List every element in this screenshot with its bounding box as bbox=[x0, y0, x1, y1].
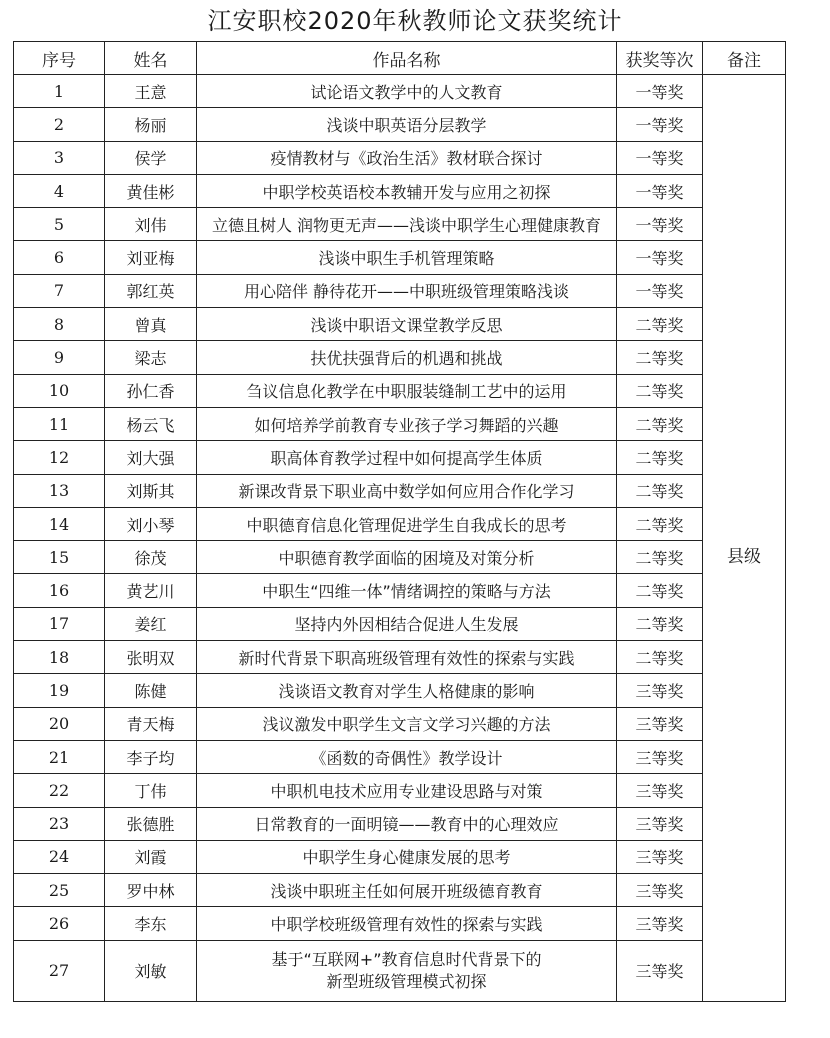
author-name: 张德胜 bbox=[105, 807, 197, 840]
row-number: 19 bbox=[14, 674, 105, 707]
table-row bbox=[14, 374, 786, 407]
table-row bbox=[14, 641, 786, 674]
table-row bbox=[14, 541, 786, 574]
author-name: 黄艺川 bbox=[105, 574, 197, 607]
row-number: 4 bbox=[14, 174, 105, 207]
note-cell-empty bbox=[703, 75, 786, 108]
author-name: 孙仁香 bbox=[105, 374, 197, 407]
row-number: 11 bbox=[14, 407, 105, 440]
award-level: 三等奖 bbox=[617, 674, 703, 707]
table-body bbox=[14, 75, 786, 1002]
work-title: 坚持内外因相结合促进人生发展 bbox=[197, 607, 617, 640]
award-level: 三等奖 bbox=[617, 940, 703, 1001]
row-number: 9 bbox=[14, 341, 105, 374]
work-title-line: 新型班级管理模式初探 bbox=[326, 971, 487, 991]
row-number: 15 bbox=[14, 541, 105, 574]
author-name: 刘霞 bbox=[105, 840, 197, 873]
award-level: 二等奖 bbox=[617, 607, 703, 640]
award-level: 三等奖 bbox=[617, 707, 703, 740]
work-title: 浅谈语文教育对学生人格健康的影响 bbox=[197, 674, 617, 707]
work-title: 浅谈中职班主任如何展开班级德育教育 bbox=[197, 874, 617, 907]
work-title: 浅议激发中职学生文言文学习兴趣的方法 bbox=[197, 707, 617, 740]
header-note: 备注 bbox=[703, 42, 786, 75]
author-name: 丁伟 bbox=[105, 774, 197, 807]
row-number: 27 bbox=[14, 940, 105, 1001]
work-title: 刍议信息化教学在中职服装缝制工艺中的运用 bbox=[197, 374, 617, 407]
author-name: 青天梅 bbox=[105, 707, 197, 740]
row-number: 18 bbox=[14, 641, 105, 674]
author-name: 姜红 bbox=[105, 607, 197, 640]
author-name: 侯学 bbox=[105, 141, 197, 174]
table-row bbox=[14, 474, 786, 507]
table-row bbox=[14, 341, 786, 374]
author-name: 刘亚梅 bbox=[105, 241, 197, 274]
row-number: 8 bbox=[14, 308, 105, 341]
header-name: 姓名 bbox=[105, 42, 197, 75]
table-row bbox=[14, 507, 786, 540]
table-row bbox=[14, 774, 786, 807]
table-row bbox=[14, 607, 786, 640]
work-title-line: 基于“互联网+”教育信息时代背景下的 bbox=[271, 949, 542, 969]
award-level: 二等奖 bbox=[617, 441, 703, 474]
award-level: 二等奖 bbox=[617, 474, 703, 507]
work-title: 浅谈中职英语分层教学 bbox=[197, 108, 617, 141]
row-number: 1 bbox=[14, 75, 105, 108]
award-level: 二等奖 bbox=[617, 407, 703, 440]
table-row bbox=[14, 740, 786, 773]
work-title: 职高体育教学过程中如何提高学生体质 bbox=[197, 441, 617, 474]
table-row bbox=[14, 907, 786, 940]
work-title: 中职德育信息化管理促进学生自我成长的思考 bbox=[197, 507, 617, 540]
note-cell: 县级 bbox=[703, 108, 786, 1001]
table-row bbox=[14, 674, 786, 707]
work-title: 中职德育教学面临的困境及对策分析 bbox=[197, 541, 617, 574]
table-row bbox=[14, 441, 786, 474]
author-name: 陈健 bbox=[105, 674, 197, 707]
author-name: 曾真 bbox=[105, 308, 197, 341]
work-title: 浅谈中职语文课堂教学反思 bbox=[197, 308, 617, 341]
award-level: 三等奖 bbox=[617, 840, 703, 873]
award-level: 一等奖 bbox=[617, 108, 703, 141]
award-level: 一等奖 bbox=[617, 174, 703, 207]
row-number: 25 bbox=[14, 874, 105, 907]
work-title: 中职机电技术应用专业建设思路与对策 bbox=[197, 774, 617, 807]
table-row bbox=[14, 274, 786, 307]
author-name: 黄佳彬 bbox=[105, 174, 197, 207]
award-level: 三等奖 bbox=[617, 907, 703, 940]
table-row bbox=[14, 308, 786, 341]
work-title: 日常教育的一面明镜——教育中的心理效应 bbox=[197, 807, 617, 840]
author-name: 张明双 bbox=[105, 641, 197, 674]
row-number: 20 bbox=[14, 707, 105, 740]
author-name: 郭红英 bbox=[105, 274, 197, 307]
award-level: 一等奖 bbox=[617, 75, 703, 108]
award-level: 一等奖 bbox=[617, 274, 703, 307]
award-level: 三等奖 bbox=[617, 774, 703, 807]
work-title: 立德且树人 润物更无声——浅谈中职学生心理健康教育 bbox=[197, 208, 617, 241]
document-title: 江安职校2020年秋教师论文获奖统计 bbox=[207, 7, 623, 35]
award-level: 二等奖 bbox=[617, 641, 703, 674]
row-number: 10 bbox=[14, 374, 105, 407]
row-number: 21 bbox=[14, 740, 105, 773]
award-level: 二等奖 bbox=[617, 341, 703, 374]
work-title bbox=[197, 940, 617, 1001]
author-name: 李东 bbox=[105, 907, 197, 940]
work-title: 扶优扶强背后的机遇和挑战 bbox=[197, 341, 617, 374]
header-no: 序号 bbox=[14, 42, 105, 75]
row-number: 7 bbox=[14, 274, 105, 307]
table-row bbox=[14, 840, 786, 873]
author-name: 刘大强 bbox=[105, 441, 197, 474]
work-title: 用心陪伴 静待花开——中职班级管理策略浅谈 bbox=[197, 274, 617, 307]
row-number: 12 bbox=[14, 441, 105, 474]
table-row bbox=[14, 174, 786, 207]
award-level: 一等奖 bbox=[617, 241, 703, 274]
award-level: 二等奖 bbox=[617, 507, 703, 540]
author-name: 刘伟 bbox=[105, 208, 197, 241]
table-row bbox=[14, 241, 786, 274]
work-title: 疫情教材与《政治生活》教材联合探讨 bbox=[197, 141, 617, 174]
work-title: 试论语文教学中的人文教育 bbox=[197, 75, 617, 108]
row-number: 2 bbox=[14, 108, 105, 141]
table-row bbox=[14, 574, 786, 607]
table-row bbox=[14, 874, 786, 907]
work-title: 新时代背景下职高班级管理有效性的探索与实践 bbox=[197, 641, 617, 674]
work-title: 新课改背景下职业高中数学如何应用合作化学习 bbox=[197, 474, 617, 507]
work-title: 中职学校班级管理有效性的探索与实践 bbox=[197, 907, 617, 940]
row-number: 16 bbox=[14, 574, 105, 607]
work-title: 中职学校英语校本教辅开发与应用之初探 bbox=[197, 174, 617, 207]
table-row bbox=[14, 807, 786, 840]
award-level: 三等奖 bbox=[617, 874, 703, 907]
table-row bbox=[14, 940, 786, 1001]
table-row bbox=[14, 407, 786, 440]
author-name: 杨丽 bbox=[105, 108, 197, 141]
row-number: 17 bbox=[14, 607, 105, 640]
work-title: 中职学生身心健康发展的思考 bbox=[197, 840, 617, 873]
author-name: 刘斯其 bbox=[105, 474, 197, 507]
table-header-row bbox=[14, 42, 786, 75]
award-level: 二等奖 bbox=[617, 574, 703, 607]
award-level: 二等奖 bbox=[617, 308, 703, 341]
table-row bbox=[14, 707, 786, 740]
author-name: 杨云飞 bbox=[105, 407, 197, 440]
award-level: 二等奖 bbox=[617, 374, 703, 407]
award-level: 三等奖 bbox=[617, 807, 703, 840]
award-level: 一等奖 bbox=[617, 208, 703, 241]
table-row bbox=[14, 108, 786, 141]
author-name: 罗中林 bbox=[105, 874, 197, 907]
award-level: 二等奖 bbox=[617, 541, 703, 574]
row-number: 6 bbox=[14, 241, 105, 274]
author-name: 徐茂 bbox=[105, 541, 197, 574]
author-name: 李子均 bbox=[105, 740, 197, 773]
row-number: 22 bbox=[14, 774, 105, 807]
award-level: 一等奖 bbox=[617, 141, 703, 174]
row-number: 5 bbox=[14, 208, 105, 241]
author-name: 刘小琴 bbox=[105, 507, 197, 540]
awards-table bbox=[13, 41, 786, 1002]
row-number: 3 bbox=[14, 141, 105, 174]
author-name: 刘敏 bbox=[105, 940, 197, 1001]
work-title: 如何培养学前教育专业孩子学习舞蹈的兴趣 bbox=[197, 407, 617, 440]
author-name: 梁志 bbox=[105, 341, 197, 374]
row-number: 24 bbox=[14, 840, 105, 873]
work-title: 浅谈中职生手机管理策略 bbox=[197, 241, 617, 274]
row-number: 26 bbox=[14, 907, 105, 940]
award-level: 三等奖 bbox=[617, 740, 703, 773]
table-row bbox=[14, 75, 786, 108]
row-number: 13 bbox=[14, 474, 105, 507]
row-number: 23 bbox=[14, 807, 105, 840]
table-row bbox=[14, 141, 786, 174]
row-number: 14 bbox=[14, 507, 105, 540]
work-title: 中职生“四维一体”情绪调控的策略与方法 bbox=[197, 574, 617, 607]
author-name: 王意 bbox=[105, 75, 197, 108]
header-work: 作品名称 bbox=[197, 42, 617, 75]
work-title: 《函数的奇偶性》教学设计 bbox=[197, 740, 617, 773]
table-row bbox=[14, 208, 786, 241]
header-level: 获奖等次 bbox=[617, 42, 703, 75]
